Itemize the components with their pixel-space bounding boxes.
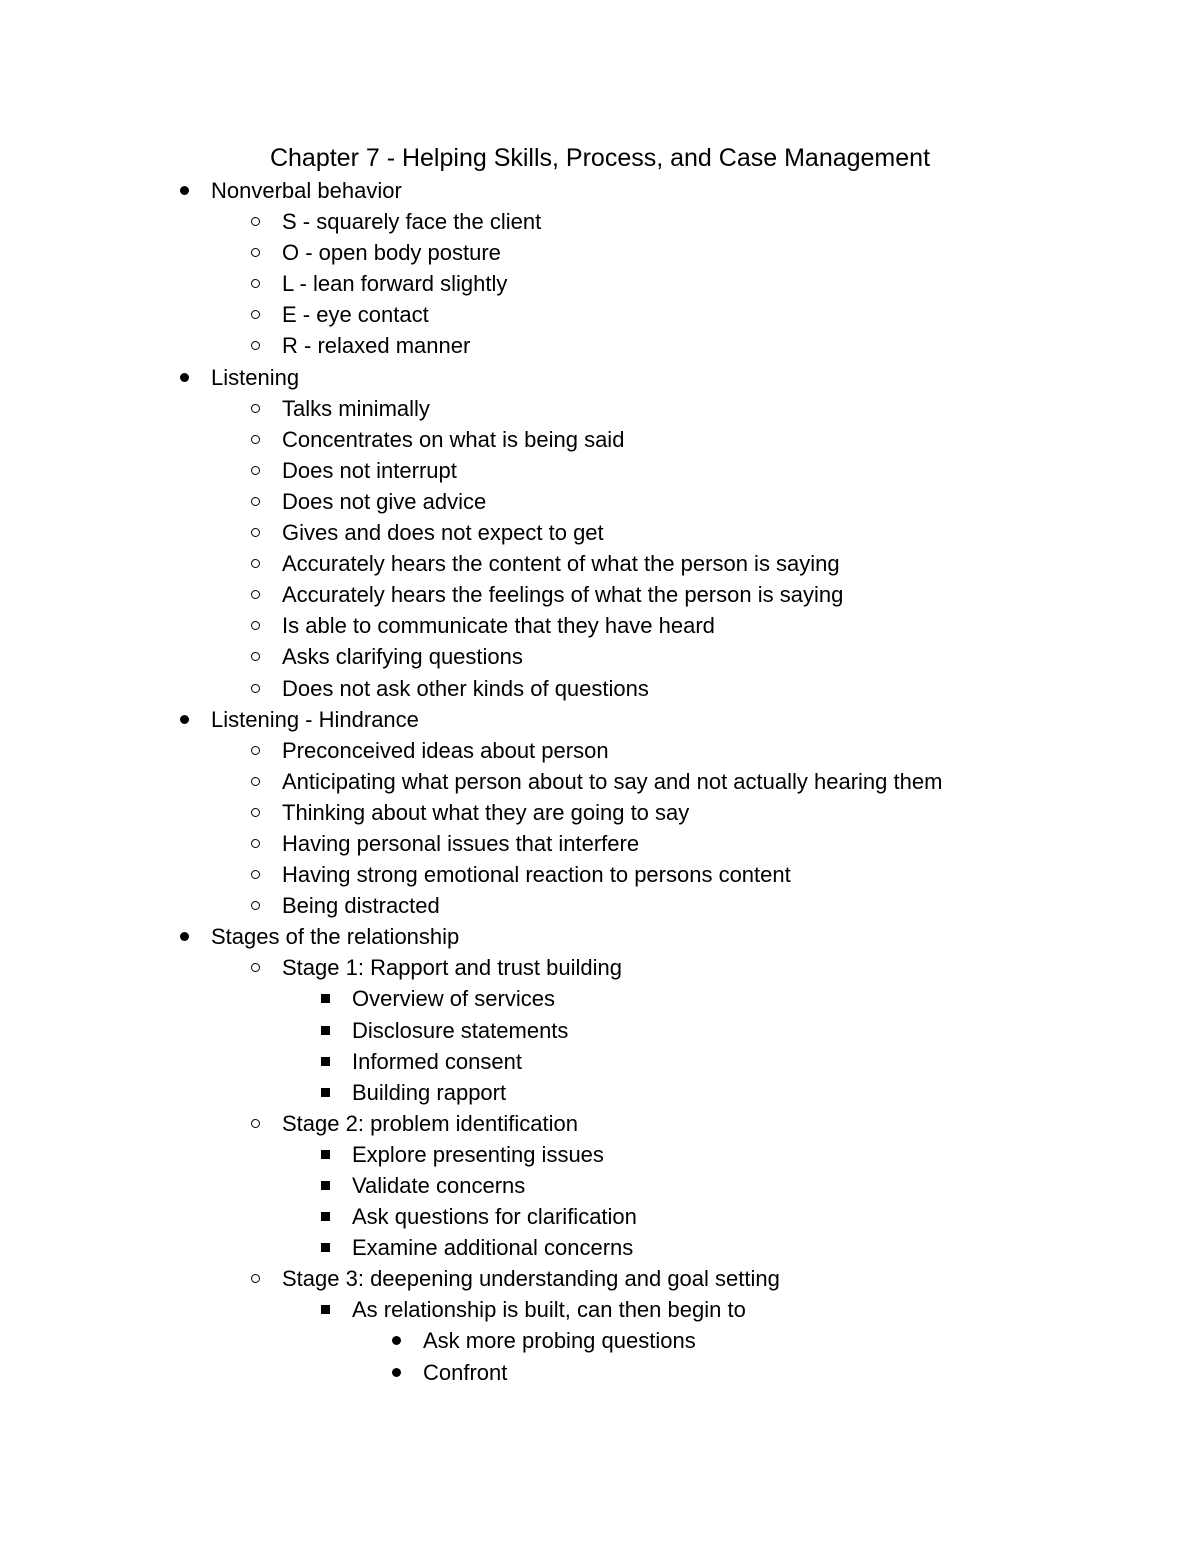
- list-item-level-1: [0, 362, 1200, 393]
- list-item-level-2: [0, 517, 1200, 548]
- list-item-text: Ask questions for clarification: [352, 1204, 637, 1230]
- list-item-text: E - eye contact: [282, 302, 429, 328]
- filled-dot-icon: [389, 1325, 403, 1356]
- filled-square-icon: [318, 983, 332, 1014]
- list-item-level-3: [0, 1170, 1200, 1201]
- list-item-text: Stage 2: problem identification: [282, 1110, 578, 1136]
- list-item-level-2: [0, 1263, 1200, 1294]
- hollow-circle-icon: [248, 424, 262, 455]
- list-item-text: Is able to communicate that they have heard: [282, 613, 715, 639]
- filled-square-icon: [318, 1046, 332, 1077]
- list-item-level-2: [0, 735, 1200, 766]
- list-item-level-2: [0, 890, 1200, 921]
- filled-dot-icon: [389, 1357, 403, 1388]
- hollow-circle-icon: [248, 610, 262, 641]
- list-item-level-2: [0, 548, 1200, 579]
- list-item-text: Listening: [211, 364, 300, 390]
- filled-square-icon: [318, 1232, 332, 1263]
- filled-square-icon: [318, 1077, 332, 1108]
- list-item-level-4: [0, 1357, 1200, 1388]
- filled-dot-icon: [177, 362, 191, 393]
- filled-dot-icon: [177, 704, 191, 735]
- filled-dot-icon: [177, 921, 191, 952]
- list-item-level-2: [0, 952, 1200, 983]
- list-item-text: Stages of the relationship: [211, 924, 460, 950]
- list-item-text: Overview of services: [352, 986, 555, 1012]
- list-item-level-3: [0, 1015, 1200, 1046]
- hollow-circle-icon: [248, 393, 262, 424]
- hollow-circle-icon: [248, 1108, 262, 1139]
- hollow-circle-icon: [248, 455, 262, 486]
- list-item-level-2: [0, 579, 1200, 610]
- list-item-text: Disclosure statements: [352, 1017, 569, 1043]
- hollow-circle-icon: [248, 548, 262, 579]
- list-item-level-1: [0, 704, 1200, 735]
- hollow-circle-icon: [248, 206, 262, 237]
- hollow-circle-icon: [248, 828, 262, 859]
- filled-square-icon: [318, 1201, 332, 1232]
- list-item-level-3: [0, 1232, 1200, 1263]
- hollow-circle-icon: [248, 486, 262, 517]
- list-item-text: O - open body posture: [282, 240, 501, 266]
- hollow-circle-icon: [248, 1263, 262, 1294]
- hollow-circle-icon: [248, 579, 262, 610]
- list-item-level-3: [0, 1077, 1200, 1108]
- hollow-circle-icon: [248, 952, 262, 983]
- hollow-circle-icon: [248, 268, 262, 299]
- list-item-text: As relationship is built, can then begin to: [352, 1297, 746, 1323]
- list-item-text: Asks clarifying questions: [282, 644, 523, 670]
- hollow-circle-icon: [248, 330, 262, 361]
- list-item-text: Thinking about what they are going to say: [282, 799, 690, 825]
- list-item-level-2: [0, 610, 1200, 641]
- list-item-level-4: [0, 1325, 1200, 1356]
- filled-square-icon: [318, 1139, 332, 1170]
- list-item-level-2: [0, 455, 1200, 486]
- list-item-text: Being distracted: [282, 893, 440, 919]
- list-item-level-2: [0, 859, 1200, 890]
- list-item-level-2: [0, 766, 1200, 797]
- list-item-text: Concentrates on what is being said: [282, 426, 625, 452]
- hollow-circle-icon: [248, 299, 262, 330]
- hollow-circle-icon: [248, 890, 262, 921]
- list-item-level-3: [0, 983, 1200, 1014]
- hollow-circle-icon: [248, 735, 262, 766]
- list-item-level-3: [0, 1139, 1200, 1170]
- list-item-level-2: [0, 1108, 1200, 1139]
- list-item-level-3: [0, 1201, 1200, 1232]
- list-item-text: Listening - Hindrance: [211, 706, 419, 732]
- list-item-text: Accurately hears the feelings of what the person is saying: [282, 582, 844, 608]
- filled-square-icon: [318, 1294, 332, 1325]
- list-item-level-2: [0, 641, 1200, 672]
- hollow-circle-icon: [248, 797, 262, 828]
- hollow-circle-icon: [248, 641, 262, 672]
- list-item-text: Anticipating what person about to say and not actually hearing them: [282, 768, 943, 794]
- filled-dot-icon: [177, 175, 191, 206]
- list-item-level-2: [0, 237, 1200, 268]
- list-item-level-3: [0, 1294, 1200, 1325]
- list-item-level-2: [0, 268, 1200, 299]
- list-item-text: Building rapport: [352, 1079, 507, 1105]
- list-item-text: Informed consent: [352, 1048, 522, 1074]
- hollow-circle-icon: [248, 859, 262, 890]
- list-item-level-2: [0, 797, 1200, 828]
- list-item-text: Preconceived ideas about person: [282, 737, 609, 763]
- list-item-text: Does not ask other kinds of questions: [282, 675, 649, 701]
- list-item-text: Talks minimally: [282, 395, 430, 421]
- list-item-level-2: [0, 424, 1200, 455]
- list-item-text: Validate concerns: [352, 1173, 526, 1198]
- list-item-text: Stage 3: deepening understanding and goal setting: [282, 1266, 780, 1292]
- list-item-level-2: [0, 299, 1200, 330]
- list-item-text: Stage 1: Rapport and trust building: [282, 955, 623, 981]
- list-item-text: Does not interrupt: [282, 457, 457, 483]
- outline-list: [0, 175, 1200, 1388]
- list-item-level-2: [0, 828, 1200, 859]
- list-item-text: Explore presenting issues: [352, 1141, 604, 1167]
- list-item-text: Does not give advice: [282, 488, 487, 514]
- list-item-text: Having strong emotional reaction to persons content: [282, 862, 791, 888]
- list-item-text: Nonverbal behavior: [211, 178, 402, 203]
- list-item-text: R - relaxed manner: [282, 333, 471, 359]
- list-item-text: Ask more probing questions: [423, 1328, 696, 1354]
- hollow-circle-icon: [248, 673, 262, 704]
- list-item-level-2: [0, 330, 1200, 361]
- list-item-text: Having personal issues that interfere: [282, 830, 640, 856]
- list-item-level-2: [0, 206, 1200, 237]
- list-item-level-2: [0, 393, 1200, 424]
- list-item-text: Accurately hears the content of what the person is saying: [282, 551, 840, 577]
- list-item-text: S - squarely face the client: [282, 209, 542, 235]
- hollow-circle-icon: [248, 766, 262, 797]
- list-item-text: L - lean forward slightly: [282, 271, 508, 297]
- list-item-text: Confront: [423, 1359, 508, 1385]
- list-item-level-1: [0, 921, 1200, 952]
- filled-square-icon: [318, 1015, 332, 1046]
- filled-square-icon: [318, 1170, 332, 1201]
- list-item-level-3: [0, 1046, 1200, 1077]
- list-item-level-2: [0, 673, 1200, 704]
- list-item-level-2: [0, 486, 1200, 517]
- hollow-circle-icon: [248, 237, 262, 268]
- list-item-text: Gives and does not expect to get: [282, 520, 604, 546]
- list-item-text: Examine additional concerns: [352, 1235, 634, 1261]
- hollow-circle-icon: [248, 517, 262, 548]
- page-title: Chapter 7 - Helping Skills, Process, and Case Management: [269, 144, 931, 172]
- list-item-level-1: [0, 175, 1200, 206]
